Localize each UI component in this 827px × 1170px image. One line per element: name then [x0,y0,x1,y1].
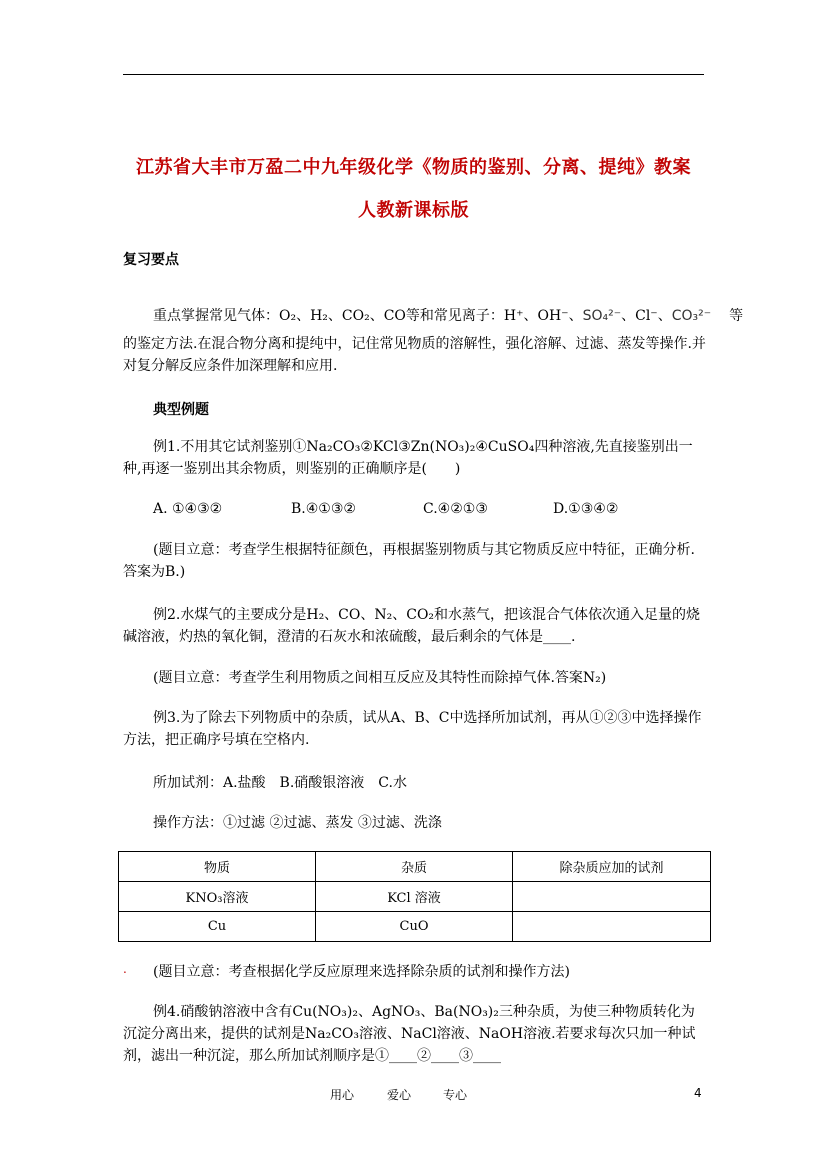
heading-examples: 典型例题 [153,402,209,418]
table-row [119,912,711,942]
ion-sulfate: SO₄²⁻ [582,308,622,324]
table-cell: CuO [316,912,513,942]
header-rule [123,74,704,75]
example-1-note: (题目立意：考查学生根据特征颜色，再根据鉴别物质与其它物质反应中特征，正确分析.答案为B.) [123,542,695,580]
table-cell: KCl 溶液 [316,882,513,912]
table-header-row [119,852,711,882]
table-cell-answer[interactable] [513,882,711,912]
review-first-line [153,305,743,325]
ex1-option-b: B.④①③② [291,501,356,517]
footer-motto-2: 爱心 [387,1088,412,1102]
doc-title-line2: 人教新课标版 [358,200,469,221]
example-2-note: (题目立意：考查学生利用物质之间相互反应及其特性而除掉气体.答案N₂) [153,670,607,686]
impurity-table [118,851,711,942]
ex1-option-a: A. ①④③② [153,501,223,517]
ex1-option-c: C.④②①③ [423,501,488,517]
table-header-cell: 物质 [119,852,316,882]
page-number: 4 [694,1086,702,1100]
heading-review: 复习要点 [123,252,179,268]
doc-title-line1: 江苏省大丰市万盈二中九年级化学《物质的鉴别、分离、提纯》教案 [136,157,691,178]
ex1-option-d: D.①③④② [553,501,619,517]
table-cell-answer[interactable] [513,912,711,942]
example-2: 例2.水煤气的主要成分是H₂、CO、N₂、CO₂和水蒸气，把该混合气体依次通入足量的烧碱溶液，灼热的氧化铜，澄清的石灰水和浓硫酸，最后剩余的气体是____. [123,607,701,645]
review-text-b: 等 [729,308,744,324]
ex3-methods: 操作方法：①过滤 ②过滤、蒸发 ③过滤、洗涤 [153,815,442,831]
marker-dot: . [123,962,127,976]
footer-motto-3: 专心 [443,1088,468,1102]
table-header-cell: 除杂质应加的试剂 [513,852,711,882]
ion-separator: 、Cl⁻、 [621,308,672,324]
review-text-a: 重点掌握常见气体：O₂、H₂、CO₂、CO等和常见离子：H⁺、OH⁻、 [153,308,583,324]
table-cell: Cu [119,912,316,942]
example-3: 例3.为了除去下列物质中的杂质，试从A、B、C中选择所加试剂，再从①②③中选择操作方法，把正确序号填在空格内. [123,710,702,748]
review-paragraph: 的鉴定方法.在混合物分离和提纯中，记住常见物质的溶解性，强化溶解、过滤、蒸发等操作.并对复分解反应条件加深理解和应用. [123,336,706,374]
example-1: 例1.不用其它试剂鉴别①Na₂CO₃②KCl③Zn(NO₃)₂④CuSO₄四种溶液,先直接鉴别出一种,再逐一鉴别出其余物质，则鉴别的正确顺序是( ) [123,439,693,477]
ion-carbonate: CO₃²⁻ [671,308,712,324]
table-header-cell: 杂质 [316,852,513,882]
example-3-note: (题目立意：考查根据化学反应原理来选择除杂质的试剂和操作方法) [153,964,570,980]
footer-motto-1: 用心 [330,1088,355,1102]
ex3-reagents: 所加试剂：A.盐酸 B.硝酸银溶液 C.水 [153,775,407,791]
table-row [119,882,711,912]
table-cell: KNO₃溶液 [119,882,316,912]
example-4: 例4.硝酸钠溶液中含有Cu(NO₃)₂、AgNO₃、Ba(NO₃)₂三种杂质，为使三种物质转化为沉淀分离出来，提供的试剂是Na₂CO₃溶液、NaCl溶液、NaOH溶液.若要求每次只加一种试剂，滤出一种沉淀，那么所加试剂顺序是①____②____③____ [123,1004,696,1064]
